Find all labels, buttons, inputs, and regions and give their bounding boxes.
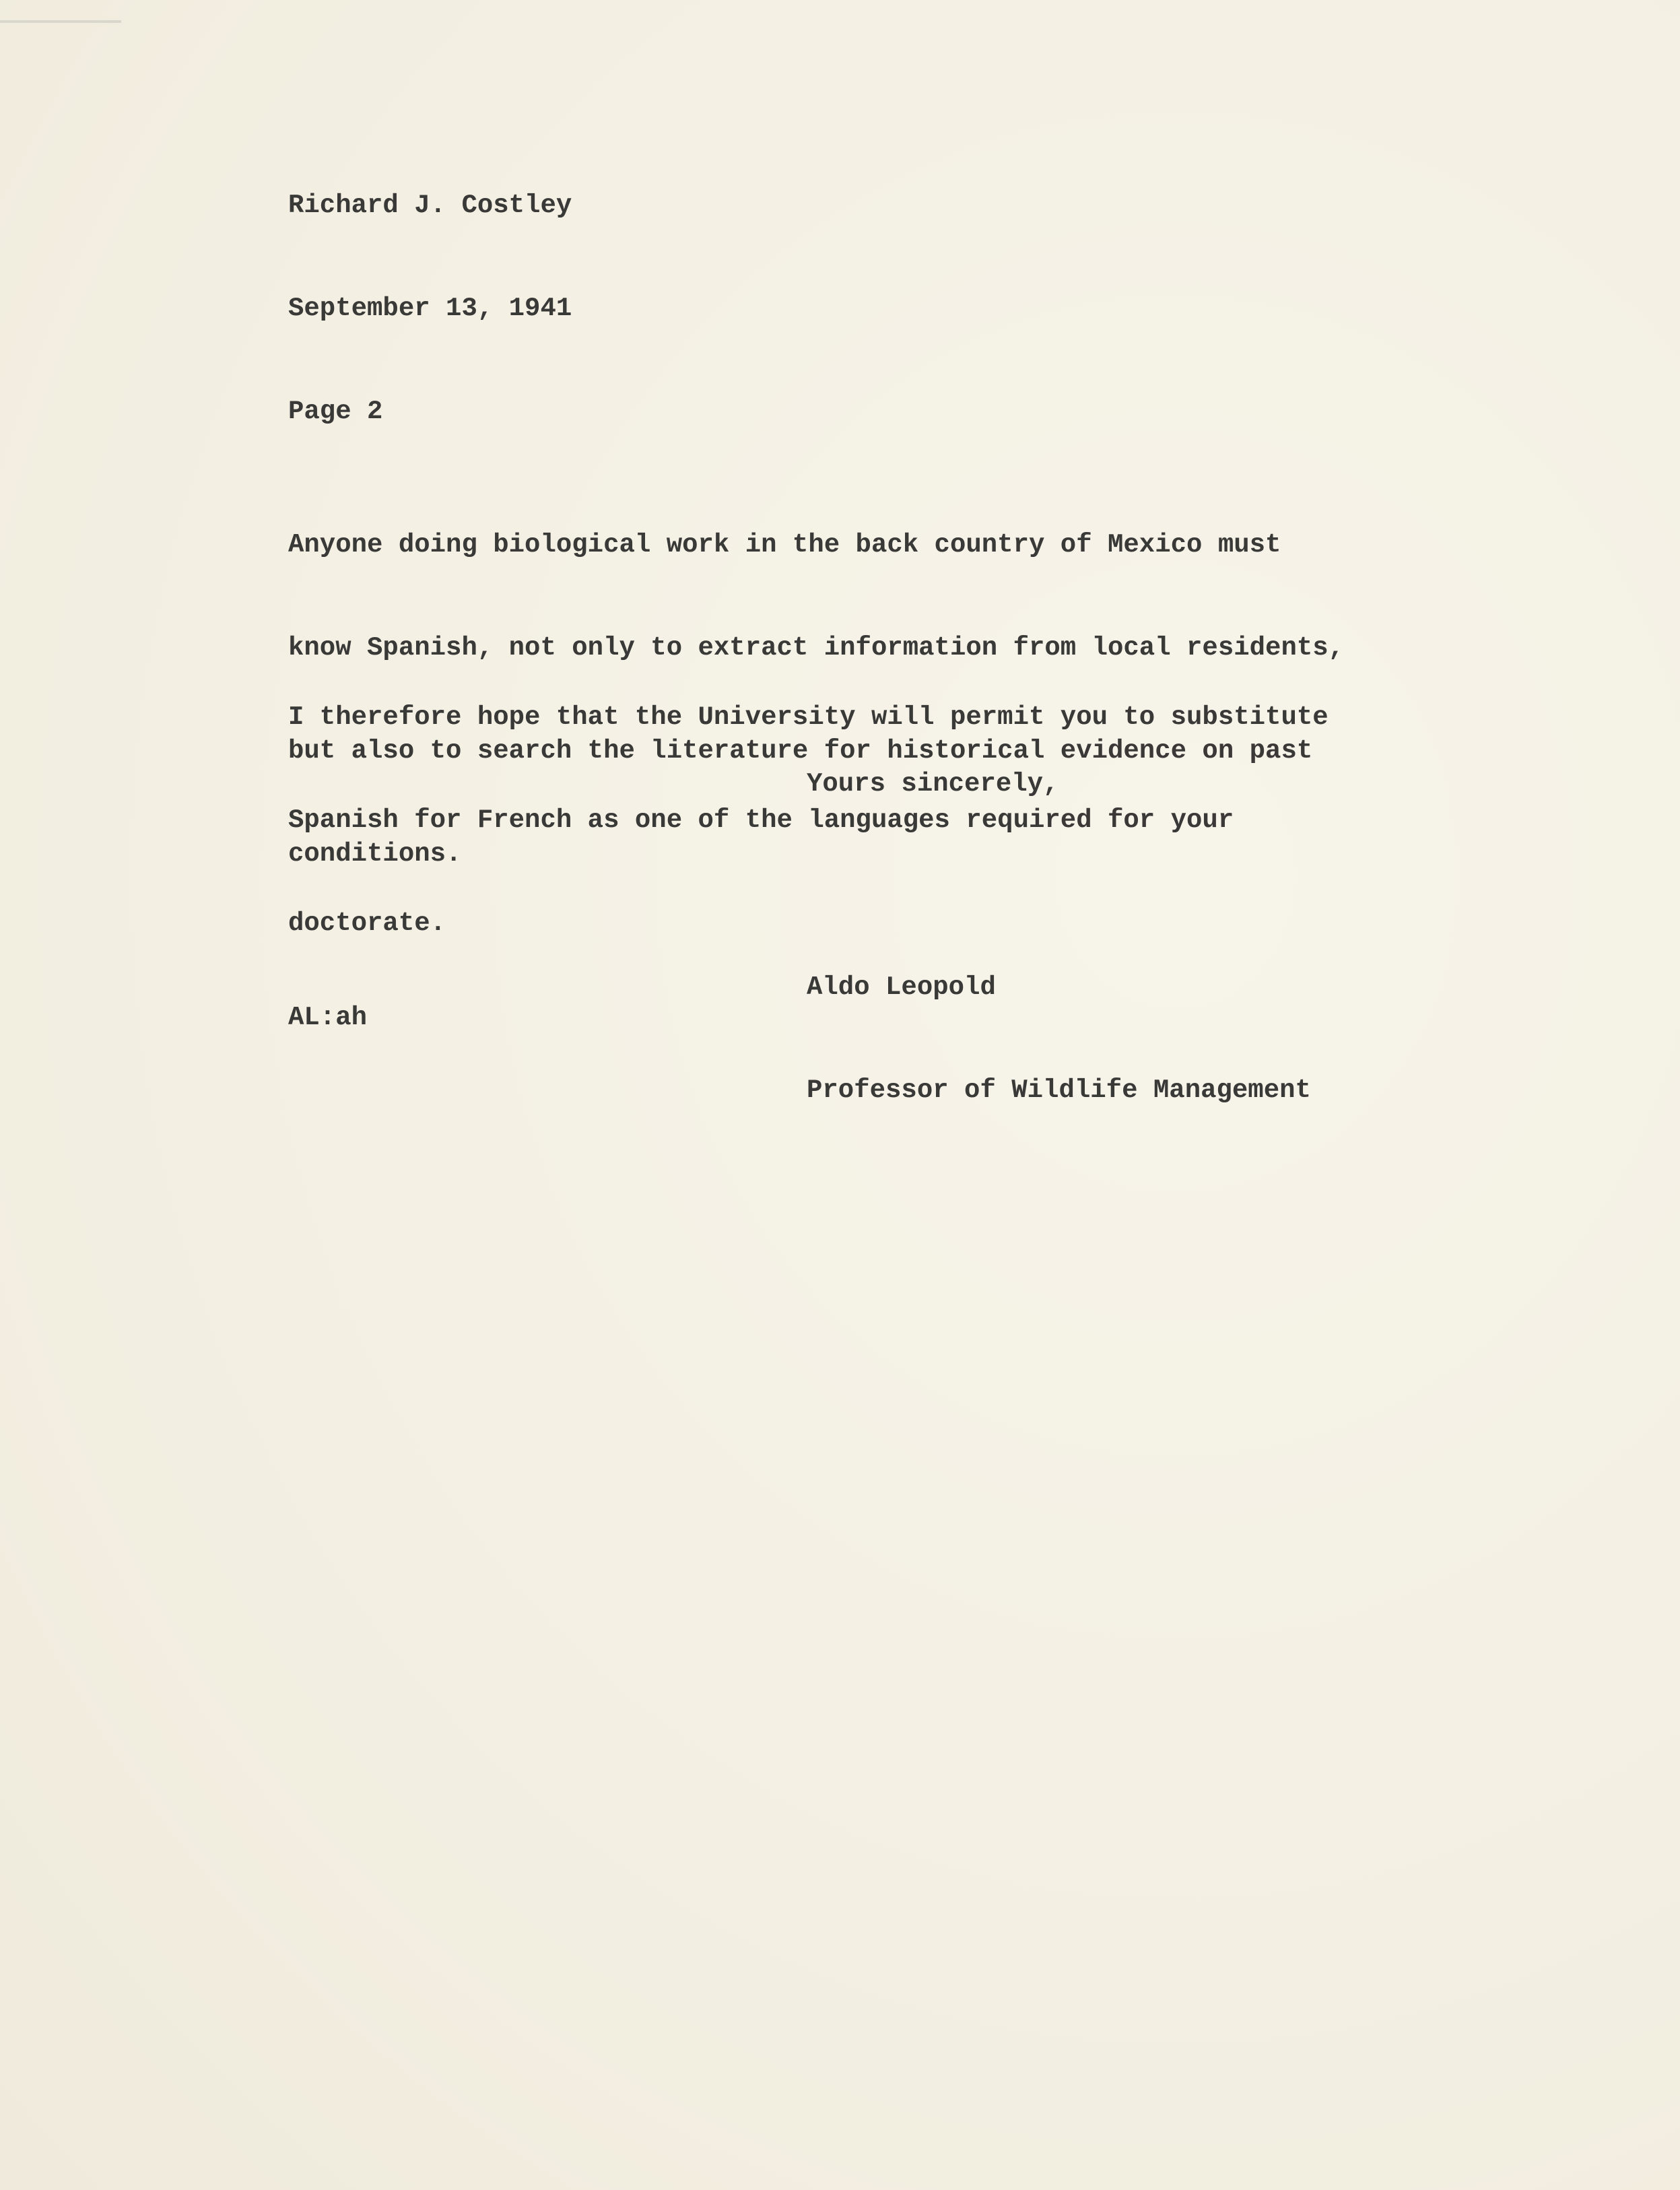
paper-edge-mark [0,20,121,23]
signature-block [807,902,1311,1176]
signer-title: Professor of Wildlife Management [807,1075,1311,1105]
closing-salutation: Yours sincerely, [807,769,1059,799]
letter-date: September 13, 1941 [288,294,572,323]
paragraph-line: but also to search the literature for historical evidence on past [288,736,1313,766]
reference-initials: AL:ah [288,1003,368,1032]
paragraph-line: Spanish for French as one of the languages required for your [288,805,1234,835]
signer-name: Aldo Leopold [807,972,996,1002]
page-number: Page 2 [288,397,383,426]
paragraph-line: conditions. [288,839,462,869]
paragraph-line: know Spanish, not only to extract information from local residents, [288,633,1345,663]
recipient-name: Richard J. Costley [288,191,572,220]
paragraph-line: doctorate. [288,908,446,938]
letter-header [288,120,572,498]
paragraph-line: I therefore hope that the University will permit you to substitute [288,702,1329,732]
paragraph-line: Anyone doing biological work in the back country of Mexico must [288,530,1281,560]
